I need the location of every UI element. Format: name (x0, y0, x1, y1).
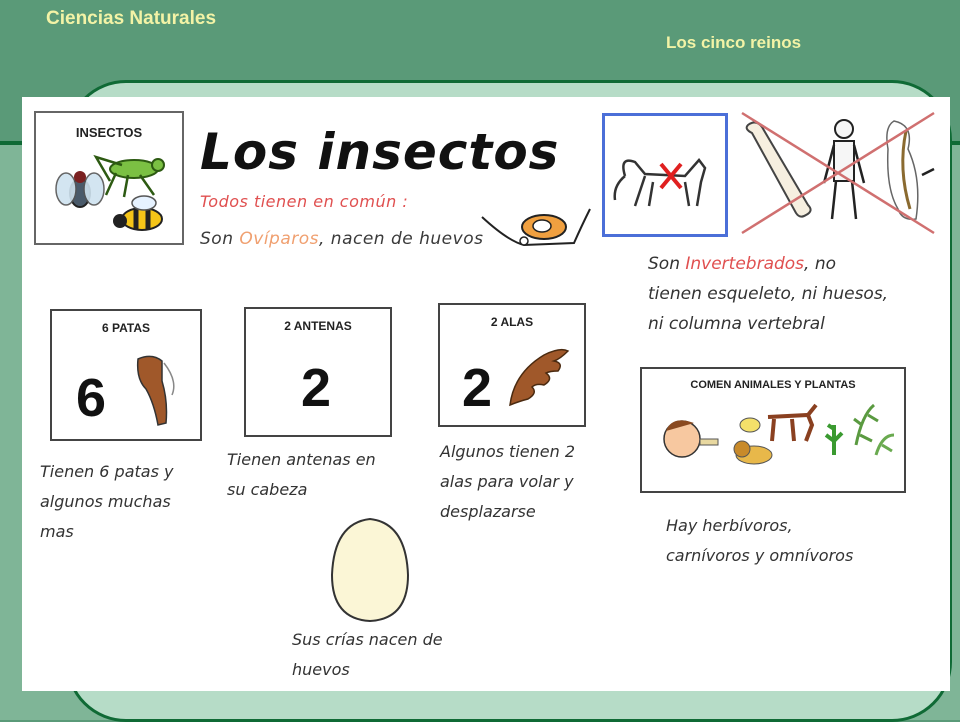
antenas-text-2: su cabeza (227, 480, 308, 499)
crias-text (292, 625, 443, 685)
alas-card-label: 2 ALAS (490, 315, 534, 329)
oviparos-pre: Son (200, 229, 240, 249)
comen-text-2: carnívoros y omnívoros (666, 546, 854, 565)
antenas-card-label: 2 ANTENAS (284, 319, 352, 333)
oviparos-highlight: Ovíparos (239, 229, 319, 249)
cat-skeleton-card (602, 113, 728, 237)
crias-text-2: huevos (292, 660, 350, 679)
invertebrados-line3: ni columna vertebral (648, 314, 825, 334)
common-heading: Todos tienen en común : (200, 192, 409, 211)
leg-icon (132, 351, 192, 431)
eating-icon (642, 395, 904, 487)
alas-text (440, 437, 575, 527)
invertebrados-highlight: Invertebrados (685, 254, 805, 274)
crias-text-1: Sus crías nacen de (292, 630, 443, 649)
comen-text (666, 511, 853, 571)
patas-card-label: 6 PATAS (101, 321, 150, 335)
comen-card-label: COMEN ANIMALES Y PLANTAS (690, 379, 856, 391)
patas-text (40, 457, 173, 547)
patas-text-1: Tienen 6 patas y (40, 462, 174, 481)
wing-icon (504, 343, 574, 413)
alas-card (438, 303, 586, 427)
alas-text-1: Algunos tienen 2 (440, 442, 575, 461)
skeleton-crossed-icon (738, 109, 938, 249)
insectos-card-label: INSECTOS (75, 125, 143, 140)
invertebrados-text (648, 249, 888, 339)
patas-number: 6 (76, 368, 107, 428)
patas-text-3: mas (40, 522, 74, 541)
egg-laying-insect-icon (478, 205, 598, 255)
comen-text-1: Hay herbívoros, (666, 516, 793, 535)
invertebrados-pre: Son (648, 254, 686, 274)
invertebrados-line1 (648, 249, 888, 279)
subject-title: Ciencias Naturales (46, 8, 217, 29)
invertebrados-post: , no (804, 254, 837, 274)
invertebrados-line2: tienen esqueleto, ni huesos, (648, 284, 889, 304)
patas-text-2: algunos muchas (40, 492, 171, 511)
egg-icon (320, 515, 420, 627)
antenas-number: 2 (301, 358, 332, 418)
insectos-card (34, 111, 184, 245)
comen-card (640, 367, 906, 493)
alas-text-2: alas para volar y (440, 472, 574, 491)
antenas-text-1: Tienen antenas en (227, 450, 376, 469)
page-title: Los insectos (200, 123, 560, 181)
cat-icon (605, 116, 725, 234)
antenas-text (227, 445, 376, 505)
alas-text-3: desplazarse (440, 502, 536, 521)
alas-number: 2 (462, 358, 493, 418)
insects-icon (36, 137, 182, 247)
topic-title: Los cinco reinos (666, 33, 802, 52)
oviparos-text (200, 229, 483, 249)
patas-card (50, 309, 202, 441)
worksheet-image (22, 97, 950, 691)
oviparos-post: , nacen de huevos (319, 229, 484, 249)
antenas-card (244, 307, 392, 437)
